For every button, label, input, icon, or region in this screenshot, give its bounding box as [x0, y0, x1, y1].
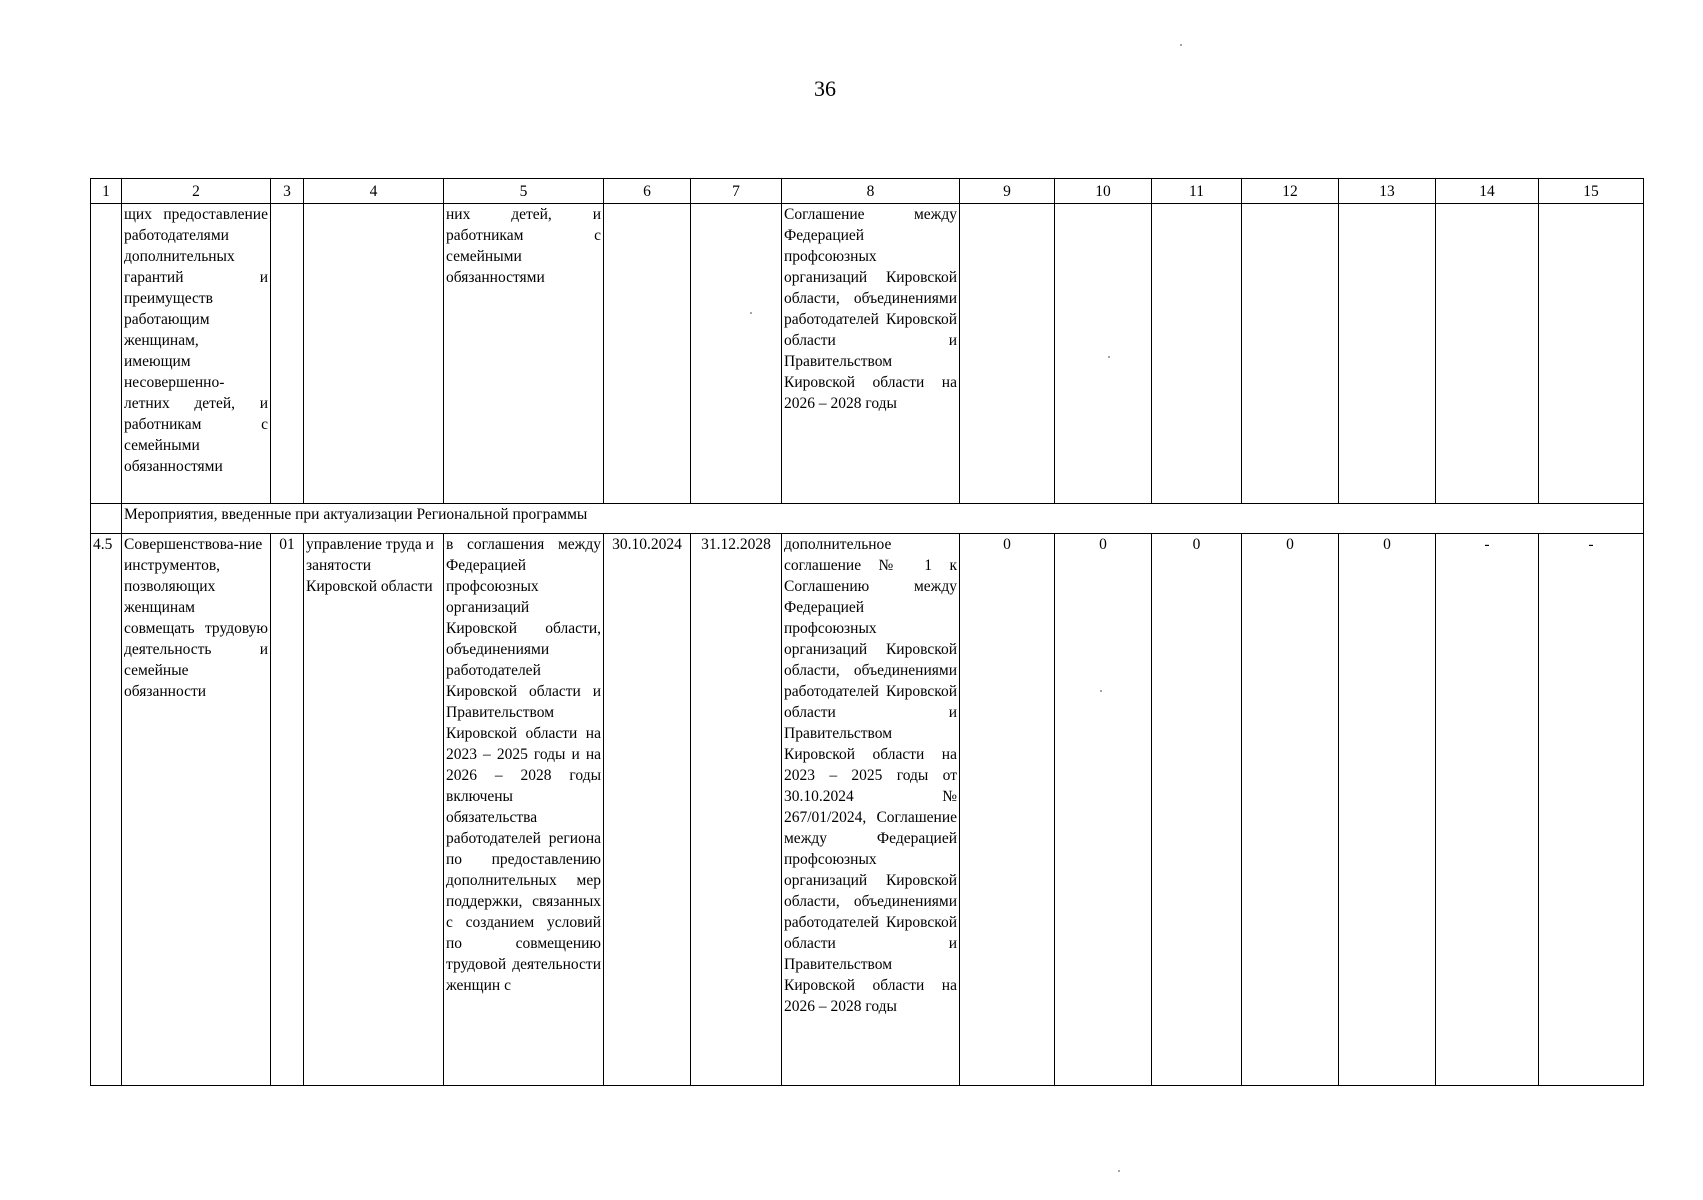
table-cell: 01 — [271, 534, 304, 1086]
program-table — [90, 178, 1644, 1086]
table-cell: 30.10.2024 — [604, 534, 691, 1086]
table-row — [91, 204, 1644, 504]
table-cell — [1055, 204, 1152, 504]
table-cell — [1436, 204, 1539, 504]
column-number-header — [91, 179, 1644, 204]
column-header: 10 — [1055, 179, 1152, 204]
column-header: 5 — [444, 179, 604, 204]
table-cell — [91, 504, 122, 534]
column-header: 2 — [122, 179, 271, 204]
column-header: 9 — [960, 179, 1055, 204]
table-cell — [271, 204, 304, 504]
table-cell: 0 — [1242, 534, 1339, 1086]
table-cell: 0 — [960, 534, 1055, 1086]
column-header: 8 — [782, 179, 960, 204]
table-cell — [304, 204, 444, 504]
table-cell — [1242, 204, 1339, 504]
table-cell: них детей, и работникам с семейными обязанностями — [444, 204, 604, 504]
table-cell: в соглашения между Федерацией профсоюзных организаций Кировской области, объединениями работодателей Кировской области и Правительством Кировской области на 2023 – 2025 годы и на 2026 – 2028 годы включены обязательства работодателей региона по предоставлению дополнительных мер поддержки, связанных с созданием условий по совмещению трудовой деятельности женщин с — [444, 534, 604, 1086]
column-header: 15 — [1539, 179, 1644, 204]
column-header: 13 — [1339, 179, 1436, 204]
page-number: 36 — [814, 76, 836, 101]
column-header: 1 — [91, 179, 122, 204]
table-cell: дополнительное соглашение № 1 к Соглашению между Федерацией профсоюзных организаций Кировской области, объединениями работодателей Кировской области и Правительством Кировской области на 2023 – 2025 годы от 30.10.2024 № 267/01/2024, Соглашение между Федерацией профсоюзных организаций Кировской области, объединениями работодателей Кировской области и Правительством Кировской области на 2026 – 2028 годы — [782, 534, 960, 1086]
column-header: 7 — [691, 179, 782, 204]
table-cell — [1152, 204, 1242, 504]
table-cell — [1339, 204, 1436, 504]
table-cell: управление труда и занятости Кировской области — [304, 534, 444, 1086]
table-cell: 0 — [1152, 534, 1242, 1086]
column-header: 6 — [604, 179, 691, 204]
section-row — [91, 504, 1644, 534]
table-cell — [91, 204, 122, 504]
table-cell: 4.5 — [91, 534, 122, 1086]
column-header: 4 — [304, 179, 444, 204]
table-row — [91, 534, 1644, 1086]
table-cell — [1539, 204, 1644, 504]
column-header: 14 — [1436, 179, 1539, 204]
column-header: 12 — [1242, 179, 1339, 204]
table-cell: 0 — [1055, 534, 1152, 1086]
column-header: 3 — [271, 179, 304, 204]
table-cell: - — [1539, 534, 1644, 1086]
table-cell: Соглашение между Федерацией профсоюзных организаций Кировской области, объединениями работодателей Кировской области и Правительством Кировской области на 2026 – 2028 годы — [782, 204, 960, 504]
table-cell: 31.12.2028 — [691, 534, 782, 1086]
table-cell: щих предоставление работодателями дополнительных гарантий и преимуществ работающим женщинам, имеющим несовершенно-летних детей, и работникам с семейными обязанностями — [122, 204, 271, 504]
table-cell — [691, 204, 782, 504]
table-cell: 0 — [1339, 534, 1436, 1086]
table-cell: Совершенствова-ние инструментов, позволяющих женщинам совмещать трудовую деятельность и семейные обязанности — [122, 534, 271, 1086]
column-header: 11 — [1152, 179, 1242, 204]
section-title: Мероприятия, введенные при актуализации Региональной программы — [122, 504, 1644, 534]
table-cell: - — [1436, 534, 1539, 1086]
table-cell — [960, 204, 1055, 504]
table-cell — [604, 204, 691, 504]
